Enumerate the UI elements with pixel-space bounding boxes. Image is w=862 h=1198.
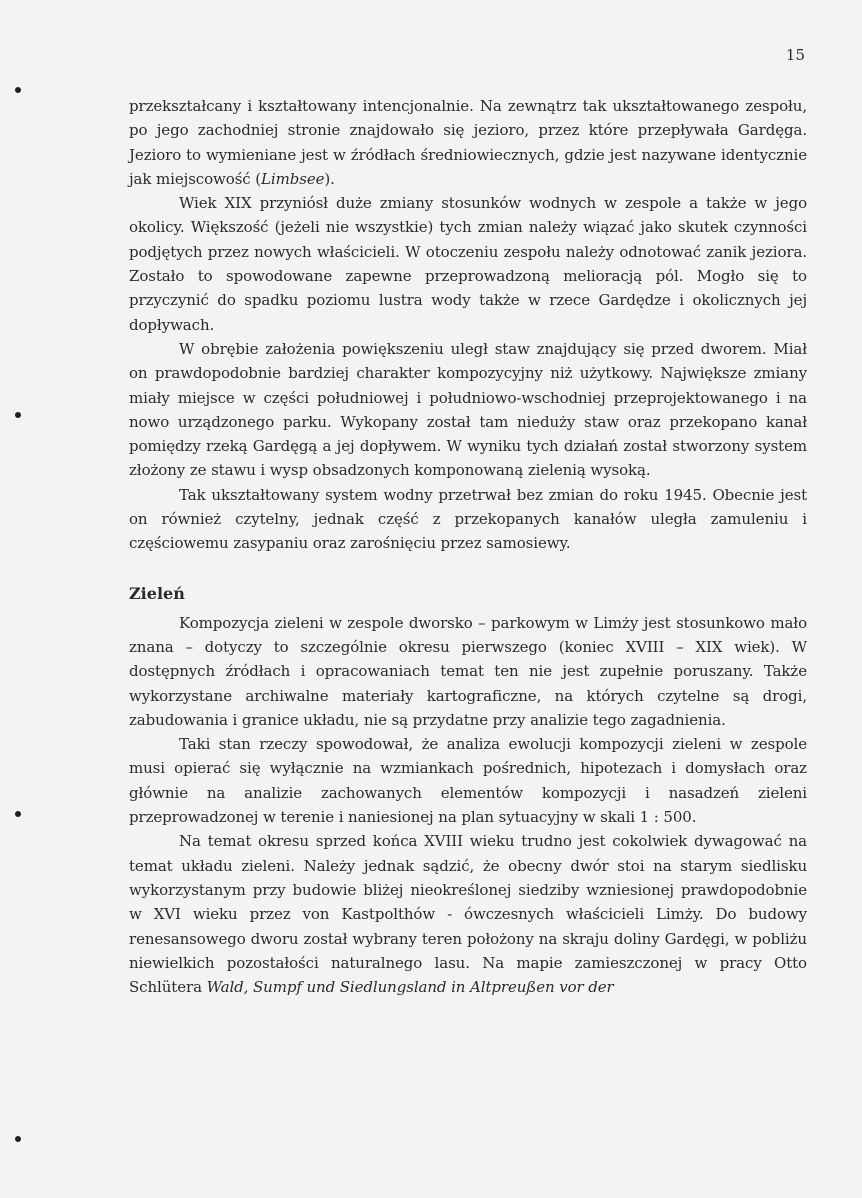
punch-hole-mark [15, 87, 21, 93]
section-heading-zielen: Zieleń [129, 583, 185, 603]
page-number: 15 [785, 46, 805, 64]
italic-title: Wald, Sumpf und Siedlungsland in Altpreußen vor der [206, 978, 614, 997]
paragraph-water-system-today: Tak ukształtowany system wodny przetrwał bez zmian do roku 1945. Obecnie jest on również czytelny, jednak część z przekopanych kanałów uległa zamuleniu i częściowemu zasypaniu oraz zarośnięciu przez samosiewy. [129, 485, 807, 553]
paragraph-pre-18th-century: Na temat okresu sprzed końca XVIII wieku trudno jest cokolwiek dywagować na temat układu zieleni. Należy jednak sądzić, że obecny dwór stoi na starym siedlisku wykorzystanym przy budowie bliżej nieokreślonej siedziby wzniesionej prawdopodobnie w XVI wieku przez von Kastpolthów - ówczesnych właścicieli Limży. Do budowy renesansowego dworu został wybrany teren położony na skraju doliny Gardęgi, w pobliżu niewielkich pozostałości naturalnego lasu. Na mapie zamieszczonej w pracy Otto Schlütera Wald, Sumpf und Siedlungsland in Altpreußen vor der [129, 832, 807, 997]
paragraph-pond-changes: W obrębie założenia powiększeniu uległ staw znajdujący się przed dworem. Miał on prawdopodobnie bardziej charakter kompozycyjny niż użytkowy. Największe zmiany miały miejsce w części południowej i południowo-wschodniej przeprojektowanego i na nowo urządzonego parku. Wykopany został tam nieduży staw oraz przekopano kanał pomiędzy rzeką Gardęgą a jej dopływem. W wyniku tych działań został stworzony system złożony ze stawu i wysp obsadzonych komponowaną zielenią wysoką. [129, 339, 807, 480]
page-body [129, 94, 807, 999]
paragraph-water-system-intro: przekształcany i kształtowany intencjonalnie. Na zewnątrz tak ukształtowanego zespołu, po jego zachodniej stronie znajdowało się jezioro, przez które przepływała Gardęga. Jezioro to wymieniane jest w źródłach średniowiecznych, gdzie jest nazywane identycznie jak miejscowość (Limbsee). [129, 97, 807, 188]
italic-term: Limbsee [261, 169, 325, 188]
punch-hole-mark [15, 1136, 21, 1142]
paragraph-greenery-composition: Kompozycja zieleni w zespole dworsko – parkowym w Limży jest stosunkowo mało znana – dotyczy to szczególnie okresu pierwszego (koniec XVIII – XIX wiek). W dostępnych źródłach i opracowaniach temat ten nie jest zupełnie poruszany. Także wykorzystane archiwalne materiały kartograficzne, na których czytelne są drogi, zabudowania i granice układu, nie są przydatne przy analizie tego zagadnienia. [129, 613, 807, 729]
paragraph-19th-century-changes: Wiek XIX przyniósł duże zmiany stosunków wodnych w zespole a także w jego okolicy. Większość (jeżeli nie wszystkie) tych zmian należy wiązać jako skutek czynności podjętych przez nowych właścicieli. W otoczeniu zespołu należy odnotować zanik jeziora. Zostało to spowodowane zapewne przeprowadzoną melioracją pól. Mogło się to przyczynić do spadku poziomu lustra wody także w rzece Gardędze i okolicznych jej dopływach. [129, 194, 807, 334]
punch-hole-mark [15, 412, 21, 418]
punch-hole-mark [15, 811, 21, 817]
paragraph-analysis-basis: Taki stan rzeczy spowodował, że analiza ewolucji kompozycji zieleni w zespole musi opierać się wyłącznie na wzmiankach pośrednich, hipotezach i domysłach oraz głównie na analizie zachowanych elementów kompozycji i nasadzeń zieleni przeprowadzonej w terenie i naniesionej na plan sytuacyjny w skali 1 : 500. [129, 735, 807, 827]
